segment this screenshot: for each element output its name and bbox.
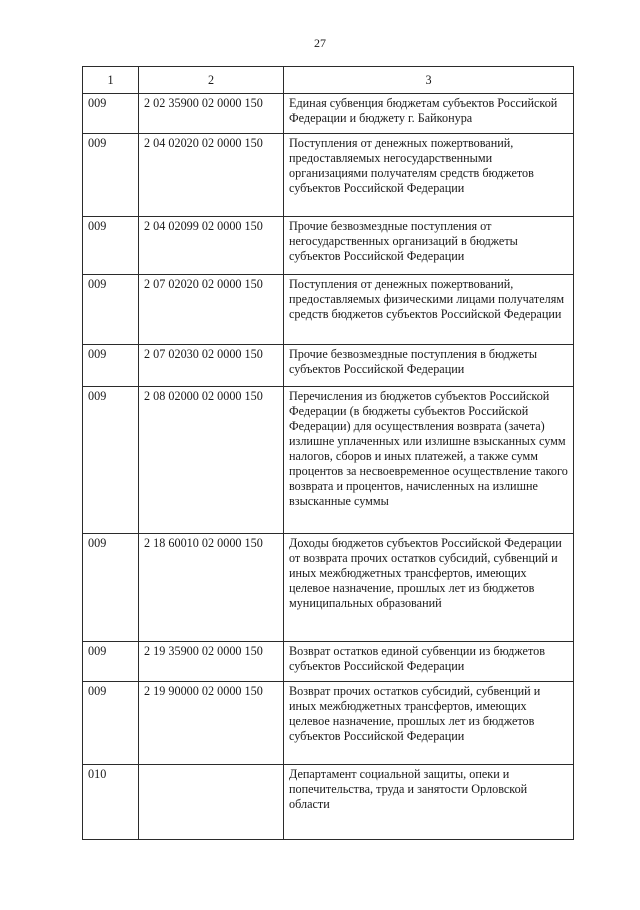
- income-name-cell: Прочие безвозмездные поступления от негосударственных организаций в бюджеты субъектов Российской Федерации: [284, 217, 574, 275]
- admin-code-cell: 009: [83, 217, 139, 275]
- admin-code-cell: 009: [83, 345, 139, 387]
- income-code-cell: 2 02 35900 02 0000 150: [139, 94, 284, 134]
- income-code-cell: [139, 765, 284, 840]
- admin-code-cell: 009: [83, 275, 139, 345]
- column-header-1: 1: [83, 67, 139, 94]
- budget-income-table: [82, 66, 574, 840]
- income-name-cell: Прочие безвозмездные поступления в бюджеты субъектов Российской Федерации: [284, 345, 574, 387]
- income-name-cell: Возврат прочих остатков субсидий, субвенций и иных межбюджетных трансфертов, имеющих целевое назначение, прошлых лет из бюджетов субъектов Российской Федерации: [284, 682, 574, 765]
- income-code-cell: 2 04 02020 02 0000 150: [139, 134, 284, 217]
- table-row: [83, 345, 574, 387]
- admin-code-cell: 009: [83, 682, 139, 765]
- income-code-cell: 2 07 02020 02 0000 150: [139, 275, 284, 345]
- income-name-cell: Департамент социальной защиты, опеки и попечительства, труда и занятости Орловской области: [284, 765, 574, 840]
- column-header-3: 3: [284, 67, 574, 94]
- admin-code-cell: 009: [83, 534, 139, 642]
- income-name-cell: Единая субвенция бюджетам субъектов Российской Федерации и бюджету г. Байконура: [284, 94, 574, 134]
- table-header-row: [83, 67, 574, 94]
- table-row: [83, 682, 574, 765]
- admin-code-cell: 010: [83, 765, 139, 840]
- admin-code-cell: 009: [83, 642, 139, 682]
- table-row: [83, 275, 574, 345]
- table-row: [83, 134, 574, 217]
- table-row: [83, 642, 574, 682]
- column-header-2: 2: [139, 67, 284, 94]
- admin-code-cell: 009: [83, 94, 139, 134]
- table-row: [83, 217, 574, 275]
- page-number: 27: [314, 36, 326, 50]
- admin-code-cell: 009: [83, 134, 139, 217]
- income-code-cell: 2 19 90000 02 0000 150: [139, 682, 284, 765]
- income-name-cell: Перечисления из бюджетов субъектов Российской Федерации (в бюджеты субъектов Российской Федерации) для осуществления возврата (зачета) излишне уплаченных или излишне взысканных сумм налогов, сборов и иных платежей, а также сумм процентов за несвоевременное осуществление такого возврата и процентов, начисленных на излишне взысканные суммы: [284, 387, 574, 534]
- table-row: [83, 387, 574, 534]
- income-name-cell: Поступления от денежных пожертвований, предоставляемых негосударственными организациями получателям средств бюджетов субъектов Российской Федерации: [284, 134, 574, 217]
- income-code-cell: 2 18 60010 02 0000 150: [139, 534, 284, 642]
- admin-code-cell: 009: [83, 387, 139, 534]
- income-name-cell: Поступления от денежных пожертвований, предоставляемых физическими лицами получателям средств бюджетов субъектов Российской Федерации: [284, 275, 574, 345]
- income-code-cell: 2 07 02030 02 0000 150: [139, 345, 284, 387]
- income-code-cell: 2 19 35900 02 0000 150: [139, 642, 284, 682]
- table-row: [83, 765, 574, 840]
- income-code-cell: 2 04 02099 02 0000 150: [139, 217, 284, 275]
- income-code-cell: 2 08 02000 02 0000 150: [139, 387, 284, 534]
- income-name-cell: Возврат остатков единой субвенции из бюджетов субъектов Российской Федерации: [284, 642, 574, 682]
- income-name-cell: Доходы бюджетов субъектов Российской Федерации от возврата прочих остатков субсидий, субвенций и иных межбюджетных трансфертов, имеющих целевое назначение, прошлых лет из бюджетов муниципальных образований: [284, 534, 574, 642]
- table-row: [83, 94, 574, 134]
- table-row: [83, 534, 574, 642]
